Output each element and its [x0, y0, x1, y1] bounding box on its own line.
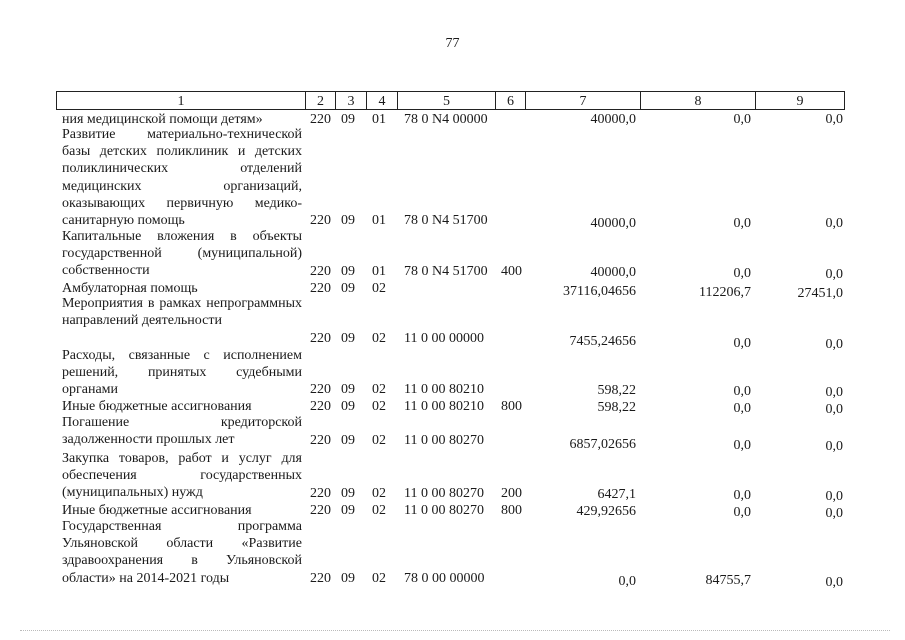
cell-col-8: 0,0	[733, 336, 751, 351]
header-col-8: 8	[640, 91, 755, 110]
cell-col-3: 09	[341, 331, 355, 346]
cell-col-2: 220	[310, 382, 331, 397]
cell-col-4: 02	[372, 433, 386, 448]
cell-col-9: 0,0	[825, 337, 843, 352]
cell-col-5: 78 0 00 00000	[404, 571, 485, 586]
cell-col-9: 0,0	[825, 112, 843, 127]
cell-col-9: 0,0	[825, 506, 843, 521]
cell-col-2: 220	[310, 503, 331, 518]
cell-col-4: 01	[372, 112, 386, 127]
cell-col-4: 02	[372, 281, 386, 296]
header-col-1: 1	[56, 91, 305, 110]
header-col-7: 7	[525, 91, 640, 110]
cell-col-8: 0,0	[733, 401, 751, 416]
cell-col-6: 800	[501, 399, 522, 414]
cell-col-5: 11 0 00 00000	[404, 331, 484, 346]
cell-col-3: 09	[341, 213, 355, 228]
cell-col-5: 11 0 00 80210	[404, 399, 484, 414]
cell-col-2: 220	[310, 112, 331, 127]
cell-col-3: 09	[341, 433, 355, 448]
cell-col-2: 220	[310, 571, 331, 586]
cell-col-8: 84755,7	[705, 573, 751, 588]
cell-col-6: 400	[501, 264, 522, 279]
cell-col-4: 02	[372, 399, 386, 414]
row-name: Погашение кредиторской задолженности прошлых лет	[62, 415, 302, 448]
cell-col-5: 78 0 N4 51700	[404, 264, 488, 279]
cell-col-7: 40000,0	[590, 112, 636, 127]
header-col-6: 6	[495, 91, 525, 110]
cell-col-8: 0,0	[733, 488, 751, 503]
header-col-9: 9	[755, 91, 845, 110]
row-name: Амбулаторная помощь	[62, 281, 198, 296]
cell-col-3: 09	[341, 571, 355, 586]
cell-col-8: 0,0	[733, 266, 751, 281]
row-name: Расходы, связанные с исполнением решений, принятых судебными органами	[62, 348, 302, 398]
cell-col-3: 09	[341, 503, 355, 518]
cell-col-7: 429,92656	[576, 504, 636, 519]
row-name: Иные бюджетные ассигнования	[62, 503, 252, 518]
cell-col-9: 0,0	[825, 439, 843, 454]
cell-col-2: 220	[310, 213, 331, 228]
cell-col-7: 598,22	[597, 400, 636, 415]
cell-col-4: 02	[372, 486, 386, 501]
cell-col-7: 598,22	[597, 383, 636, 398]
cell-col-3: 09	[341, 264, 355, 279]
cell-col-9: 0,0	[825, 575, 843, 590]
page-number: 77	[445, 36, 460, 51]
cell-col-8: 0,0	[733, 505, 751, 520]
header-col-5: 5	[397, 91, 495, 110]
cell-col-7: 6427,1	[597, 487, 636, 502]
cell-col-7: 0,0	[618, 574, 636, 589]
cell-col-9: 27451,0	[797, 286, 843, 301]
cell-col-8: 0,0	[733, 384, 751, 399]
cell-col-9: 0,0	[825, 402, 843, 417]
cell-col-4: 02	[372, 382, 386, 397]
cell-col-7: 40000,0	[590, 265, 636, 280]
cell-col-4: 01	[372, 213, 386, 228]
cell-col-9: 0,0	[825, 489, 843, 504]
cell-col-5: 78 0 N4 00000	[404, 112, 488, 127]
cell-col-5: 11 0 00 80270	[404, 486, 484, 501]
cell-col-3: 09	[341, 399, 355, 414]
cell-col-8: 0,0	[733, 216, 751, 231]
cell-col-9: 0,0	[825, 216, 843, 231]
cell-col-2: 220	[310, 281, 331, 296]
scan-artifact-line	[20, 630, 890, 631]
row-name: Капитальные вложения в объекты государственной (муниципальной) собственности	[62, 229, 302, 279]
cell-col-8: 0,0	[733, 112, 751, 127]
cell-col-8: 0,0	[733, 438, 751, 453]
row-name: Государственная программа Ульяновской области «Развитие здравоохранения в Ульяновской области» на 2014-2021 годы	[62, 519, 302, 586]
cell-col-3: 09	[341, 486, 355, 501]
cell-col-6: 200	[501, 486, 522, 501]
row-name: Развитие материально-технической базы детских поликлиник и детских поликлинических отделений медицинских организаций, оказывающих первичную медико-санитарную помощь	[62, 127, 302, 229]
cell-col-2: 220	[310, 331, 331, 346]
cell-col-2: 220	[310, 486, 331, 501]
cell-col-4: 01	[372, 264, 386, 279]
cell-col-6: 800	[501, 503, 522, 518]
row-name: Иные бюджетные ассигнования	[62, 399, 252, 414]
cell-col-3: 09	[341, 112, 355, 127]
cell-col-9: 0,0	[825, 267, 843, 282]
header-col-3: 3	[335, 91, 366, 110]
header-col-2: 2	[305, 91, 335, 110]
cell-col-5: 11 0 00 80270	[404, 503, 484, 518]
cell-col-7: 40000,0	[590, 216, 636, 231]
row-name: ния медицинской помощи детям»	[62, 112, 263, 127]
cell-col-3: 09	[341, 382, 355, 397]
cell-col-2: 220	[310, 399, 331, 414]
cell-col-4: 02	[372, 331, 386, 346]
cell-col-2: 220	[310, 433, 331, 448]
cell-col-2: 220	[310, 264, 331, 279]
cell-col-5: 78 0 N4 51700	[404, 213, 488, 228]
cell-col-7: 6857,02656	[569, 437, 636, 452]
header-col-4: 4	[366, 91, 397, 110]
cell-col-5: 11 0 00 80270	[404, 433, 484, 448]
row-name: Закупка товаров, работ и услуг для обеспечения государственных (муниципальных) нужд	[62, 451, 302, 501]
cell-col-7: 37116,04656	[563, 284, 636, 299]
cell-col-7: 7455,24656	[569, 334, 636, 349]
cell-col-3: 09	[341, 281, 355, 296]
cell-col-9: 0,0	[825, 385, 843, 400]
cell-col-4: 02	[372, 571, 386, 586]
cell-col-5: 11 0 00 80210	[404, 382, 484, 397]
row-name: Мероприятия в рамках непрограммных направлений деятельности	[62, 296, 302, 329]
cell-col-8: 112206,7	[699, 285, 751, 300]
cell-col-4: 02	[372, 503, 386, 518]
